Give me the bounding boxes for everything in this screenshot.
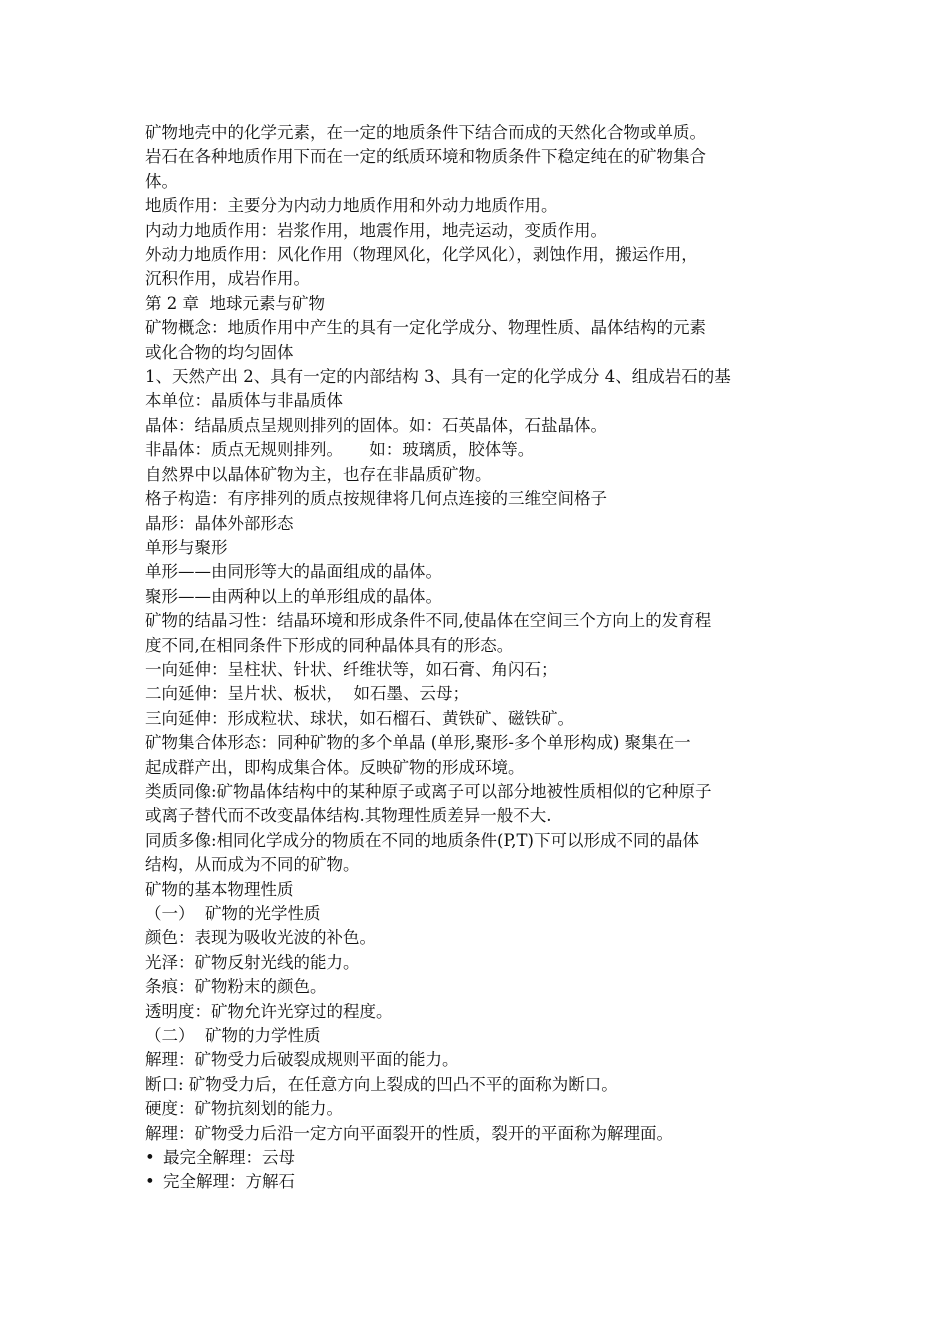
text-line: 矿物地壳中的化学元素，在一定的地质条件下结合而成的天然化合物或单质。 (145, 123, 706, 142)
text-line: 格子构造：有序排列的质点按规律将几何点连接的三维空间格子 (145, 489, 607, 509)
text-line: 1、天然产出 2、具有一定的内部结构 3、具有一定的化学成分 4、组成岩石的基 (145, 367, 731, 387)
text-line: 或离子替代而不改变晶体结构.其物理性质差异一般不大. (145, 806, 552, 826)
text-line: 条痕：矿物粉末的颜色。 (145, 977, 327, 997)
text-line: 体。 (145, 171, 178, 191)
text-line: 透明度：矿物允许光穿过的程度。 (145, 1001, 393, 1021)
text-line: 内动力地质作用：岩浆作用，地震作用，地壳运动，变质作用。 (145, 220, 607, 240)
text-line: 硬度：矿物抗刻划的能力。 (145, 1099, 343, 1119)
text-line: 自然界中以晶体矿物为主，也存在非晶质矿物。 (145, 464, 492, 484)
text-line: 一向延伸：呈柱状、针状、纤维状等，如石膏、角闪石； (145, 659, 558, 679)
section-heading: 矿物的基本物理性质 (145, 879, 294, 899)
text-line: 单形与聚形 (145, 537, 228, 557)
text-line: 光泽：矿物反射光线的能力。 (145, 952, 360, 972)
text-line: 岩石在各种地质作用下而在一定的纸质环境和物质条件下稳定纯在的矿物集合 (145, 147, 706, 167)
text-line: 三向延伸：形成粒状、球状，如石榴石、黄铁矿、磁铁矿。 (145, 708, 574, 728)
text-line: 或化合物的均匀固体 (145, 342, 294, 362)
text-line: 外动力地质作用：风化作用（物理风化，化学风化），剥蚀作用，搬运作用， (145, 245, 698, 265)
list-item (145, 1146, 810, 1170)
text-line: 断口: 矿物受力后，在任意方向上裂成的凹凸不平的面称为断口。 (145, 1074, 618, 1094)
text-line: 聚形——由两种以上的单形组成的晶体。 (145, 586, 442, 606)
subsection-heading: （二） 矿物的力学性质 (145, 1026, 321, 1046)
text-line: 地质作用：主要分为内动力地质作用和外动力地质作用。 (145, 196, 558, 216)
text-line: 非晶体：质点无规则排列。 如：玻璃质，胶体等。 (145, 440, 535, 460)
bullet-icon: • (145, 1172, 155, 1192)
list-item-text: 最完全解理：云母 (163, 1148, 295, 1168)
list-item (145, 1170, 810, 1194)
text-line: 解理：矿物受力后沿一定方向平面裂开的性质，裂开的平面称为解理面。 (145, 1123, 673, 1143)
text-line: 矿物集合体形态：同种矿物的多个单晶 (单形,聚形-多个单形构成) 聚集在一 (145, 733, 691, 753)
text-line: 晶体：结晶质点呈规则排列的固体。如：石英晶体，石盐晶体。 (145, 415, 607, 435)
text-line: 起成群产出，即构成集合体。反映矿物的形成环境。 (145, 757, 525, 777)
text-line: 解理：矿物受力后破裂成规则平面的能力。 (145, 1050, 459, 1070)
text-line: 矿物的结晶习性：结晶环境和形成条件不同,使晶体在空间三个方向上的发育程 (145, 611, 712, 631)
bullet-icon: • (145, 1148, 155, 1168)
list-item-text: 完全解理：方解石 (163, 1172, 295, 1192)
text-line: 本单位：晶质体与非晶质体 (145, 391, 343, 411)
text-line: 沉积作用，成岩作用。 (145, 269, 310, 289)
text-line: 单形——由同形等大的晶面组成的晶体。 (145, 562, 442, 582)
text-line: 颜色：表现为吸收光波的补色。 (145, 928, 376, 948)
text-line: 同质多像:相同化学成分的物质在不同的地质条件(P,T)下可以形成不同的晶体 (145, 830, 699, 850)
text-line: 度不同,在相同条件下形成的同种晶体具有的形态。 (145, 635, 514, 655)
document-body (145, 121, 810, 1195)
text-line: 二向延伸：呈片状、板状， 如石墨、云母； (145, 684, 469, 704)
chapter-heading: 第 2 章 地球元素与矿物 (145, 293, 325, 313)
text-line: 结构，从而成为不同的矿物。 (145, 855, 360, 875)
subsection-heading: （一） 矿物的光学性质 (145, 904, 321, 923)
text-line: 晶形：晶体外部形态 (145, 513, 294, 533)
text-line: 矿物概念：地质作用中产生的具有一定化学成分、物理性质、晶体结构的元素 (145, 318, 706, 338)
text-line: 类质同像:矿物晶体结构中的某种原子或离子可以部分地被性质相似的它种原子 (145, 781, 712, 801)
